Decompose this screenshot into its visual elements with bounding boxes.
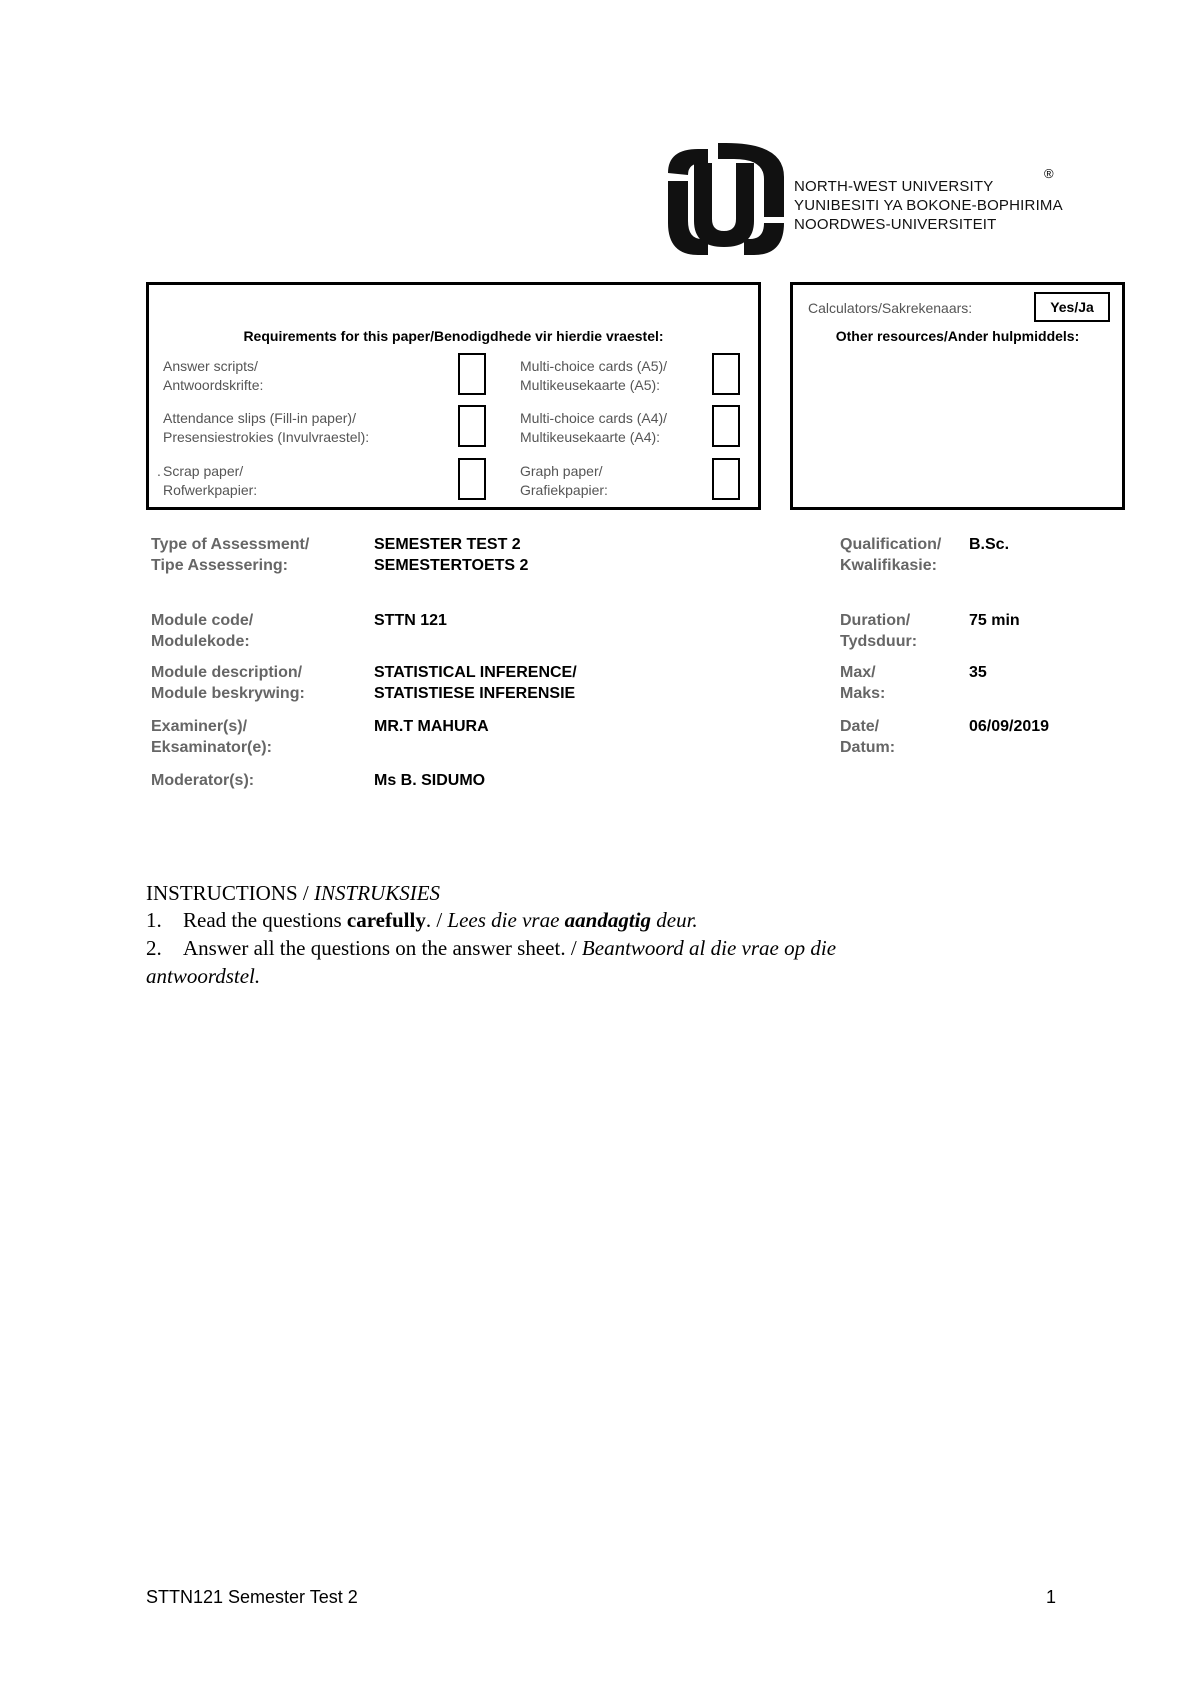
moderator-label: Moderator(s): xyxy=(151,772,255,789)
duration-label: Duration/ Tydsduur: xyxy=(840,612,918,650)
university-logo-icon xyxy=(668,143,784,255)
university-name-afrikaans: NOORDWES-UNIVERSITEIT xyxy=(794,216,997,233)
instruction-1: 1. Read the questions carefully. / Lees die vrae aandagtig deur. xyxy=(146,908,698,932)
stray-mark: . xyxy=(157,463,161,479)
instructions-heading: INSTRUCTIONS / INSTRUKSIES xyxy=(146,881,441,905)
requirement-graph-paper: Graph paper/ Grafiekpapier: xyxy=(520,463,608,498)
requirement-multichoice-a4: Multi-choice cards (A4)/ Multikeusekaarte (A4): xyxy=(520,410,668,445)
other-resources-label: Other resources/Ander hulpmiddels: xyxy=(835,328,1080,344)
calculators-value: Yes/Ja xyxy=(1034,292,1110,322)
answer-scripts-checkbox[interactable] xyxy=(458,353,486,395)
footer-title: STTN121 Semester Test 2 xyxy=(146,1587,358,1607)
qualification-value: B.Sc. xyxy=(969,536,1010,553)
module-code-label: Module code/ Modulekode: xyxy=(151,612,254,650)
requirement-multichoice-a5: Multi-choice cards (A5)/ Multikeusekaarte (A5): xyxy=(520,358,668,393)
university-name-sesotho: YUNIBESITI YA BOKONE-BOPHIRIMA xyxy=(794,197,1063,214)
page-number: 1 xyxy=(1046,1587,1057,1607)
university-name-english: NORTH-WEST UNIVERSITY xyxy=(794,178,994,195)
module-description-value: STATISTICAL INFERENCE/ STATISTIESE INFERENSIE xyxy=(374,664,577,702)
multichoice-a4-checkbox[interactable] xyxy=(712,405,740,447)
qualification-label: Qualification/ Kwalifikasie: xyxy=(840,536,942,574)
max-value: 35 xyxy=(969,664,987,681)
requirement-attendance-slips: Attendance slips (Fill-in paper)/ Presensiestrokies (Invulvraestel): xyxy=(163,410,370,445)
assessment-type-label: Type of Assessment/ Tipe Assessering: xyxy=(151,536,310,574)
duration-value: 75 min xyxy=(969,612,1020,629)
module-code-value: STTN 121 xyxy=(374,612,447,629)
multichoice-a5-checkbox[interactable] xyxy=(712,353,740,395)
instruction-2: 2. Answer all the questions on the answer sheet. / Beantwoord al die vrae op die xyxy=(146,936,837,960)
assessment-type-value: SEMESTER TEST 2 SEMESTERTOETS 2 xyxy=(374,536,529,574)
instruction-2-continued: antwoordstel. xyxy=(146,964,261,988)
requirement-scrap-paper: Scrap paper/ Rofwerkpapier: xyxy=(163,463,258,498)
requirement-answer-scripts: Answer scripts/ Antwoordskrifte: xyxy=(163,358,264,393)
attendance-slips-checkbox[interactable] xyxy=(458,405,486,447)
examiner-value: MR.T MAHURA xyxy=(374,718,489,735)
graph-paper-checkbox[interactable] xyxy=(712,458,740,500)
max-label: Max/ Maks: xyxy=(840,664,886,702)
examiner-label: Examiner(s)/ Eksaminator(e): xyxy=(151,718,272,756)
moderator-value: Ms B. SIDUMO xyxy=(374,772,486,789)
date-value: 06/09/2019 xyxy=(969,718,1050,735)
registered-mark: ® xyxy=(1044,166,1054,181)
module-description-label: Module description/ Module beskrywing: xyxy=(151,664,305,702)
requirements-title: Requirements for this paper/Benodigdhede vir hierdie vraestel: xyxy=(243,328,664,344)
scrap-paper-checkbox[interactable] xyxy=(458,458,486,500)
date-label: Date/ Datum: xyxy=(840,718,896,756)
calculators-label: Calculators/Sakrekenaars: xyxy=(808,300,973,316)
